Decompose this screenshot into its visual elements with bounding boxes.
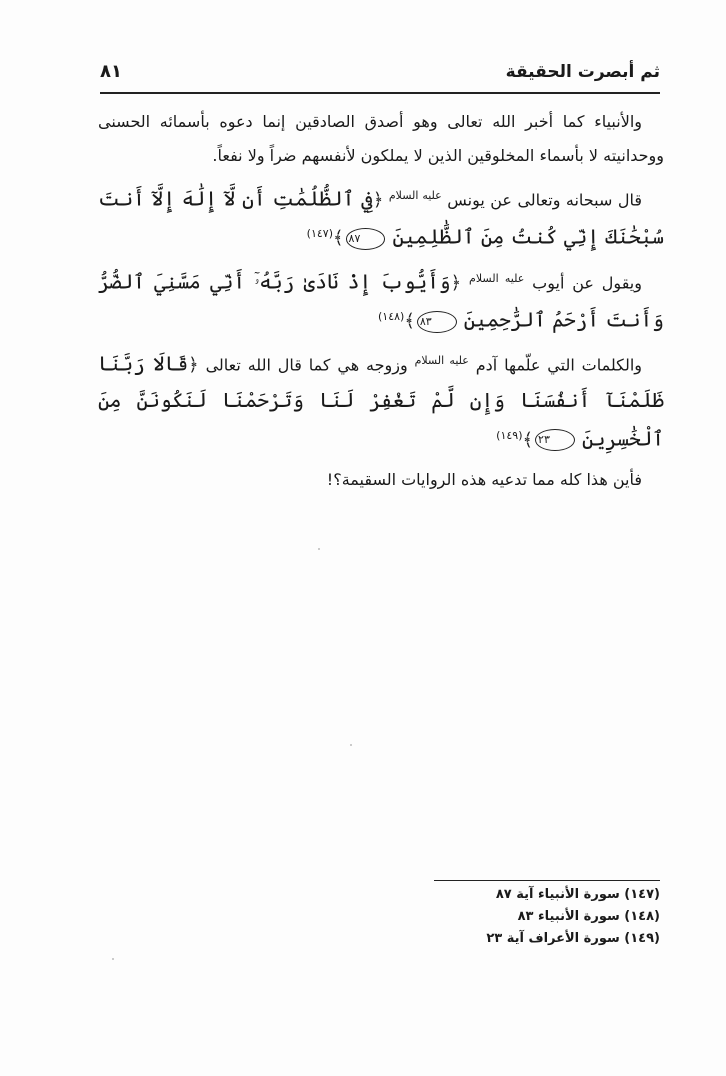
footnote-reference: (١٤٩) bbox=[496, 428, 523, 442]
ayah-number-marker: ٢٣ bbox=[535, 429, 575, 451]
page-number: ٨١ bbox=[100, 61, 122, 82]
connecting-text: وزوجه هي كما قال الله تعالى bbox=[205, 355, 408, 375]
ornate-open-bracket: ﴿ bbox=[450, 271, 462, 293]
paragraph-5: فأين هذا كله مما تدعيه هذه الروايات السقيمة؟! bbox=[326, 469, 642, 489]
paragraph-2 bbox=[98, 179, 664, 256]
quran-verse: قَالَا رَبَّنَا ظَلَمْنَآ أَنفُسَنَا وَإِن لَّمْ تَغْفِرْ لَنَا وَتَرْحَمْنَا لَنَكُونَنَّ مِنَ ٱلْخَٰسِرِينَ bbox=[98, 351, 664, 450]
honorific-symbol: عليه السلام bbox=[469, 271, 525, 285]
paper-speck bbox=[318, 548, 320, 550]
quran-verse: وَأَيُّوبَ إِذْ نَادَىٰ رَبَّهُۥٓ أَنِّي مَسَّنِيَ ٱلضُّرُّ وَأَنتَ أَرْحَمُ ٱلرَّٰحِمِينَ bbox=[98, 268, 664, 332]
footnote-reference: (١٤٨) bbox=[377, 309, 405, 323]
footnote-147: (١٤٧) سورة الأنبياء آية ٨٧ bbox=[495, 887, 660, 902]
ayah-number-marker: ٨٣ bbox=[417, 311, 457, 333]
honorific-symbol: عليه السلام bbox=[414, 354, 469, 368]
footnote-divider bbox=[434, 880, 660, 881]
header-divider bbox=[100, 92, 660, 94]
ornate-open-bracket: ﴿ bbox=[372, 189, 384, 211]
main-text bbox=[98, 105, 664, 503]
ornate-close-bracket: ﴾ bbox=[404, 310, 415, 332]
running-title: ثم أبصرت الحقيقة bbox=[505, 62, 660, 82]
ornate-close-bracket: ﴾ bbox=[522, 428, 534, 450]
ayah-number-marker: ٨٧ bbox=[346, 228, 386, 250]
quran-verse: فِي ٱلظُّلُمَٰتِ أَن لَّآ إِلَٰهَ إِلَّآ أَنتَ سُبْحَٰنَكَ إِنِّي كُنتُ مِنَ ٱلظَّٰلِمِينَ bbox=[98, 186, 664, 249]
footnote-148: (١٤٨) سورة الأنبياء ٨٣ bbox=[517, 909, 660, 924]
paper-speck bbox=[350, 744, 352, 746]
paragraph-1: والأنبياء كما أخبر الله تعالى وهو أصدق الصادقين إنما دعوه بأسمائه الحسنى ووحدانيته لا بأسماء المخلوقين الذين لا يملكون لأنفسهم ضراً ولا نفعاً. bbox=[98, 112, 664, 165]
footnotes bbox=[400, 884, 660, 950]
footnote-149: (١٤٩) سورة الأعراف آية ٢٣ bbox=[486, 931, 660, 946]
footnote-reference: (١٤٧) bbox=[306, 227, 333, 241]
ornate-close-bracket: ﴾ bbox=[333, 227, 344, 249]
intro-text: ويقول عن أيوب bbox=[532, 272, 642, 292]
paragraph-3 bbox=[98, 262, 664, 339]
intro-text: والكلمات التي علّمها آدم bbox=[475, 355, 643, 375]
honorific-symbol: عليه السلام bbox=[388, 189, 442, 202]
paragraph-4 bbox=[98, 344, 664, 457]
page-header bbox=[100, 58, 660, 88]
intro-text: قال سبحانه وتعالى عن يونس bbox=[447, 190, 642, 210]
paper-speck bbox=[112, 958, 114, 960]
ornate-open-bracket: ﴿ bbox=[188, 354, 199, 376]
